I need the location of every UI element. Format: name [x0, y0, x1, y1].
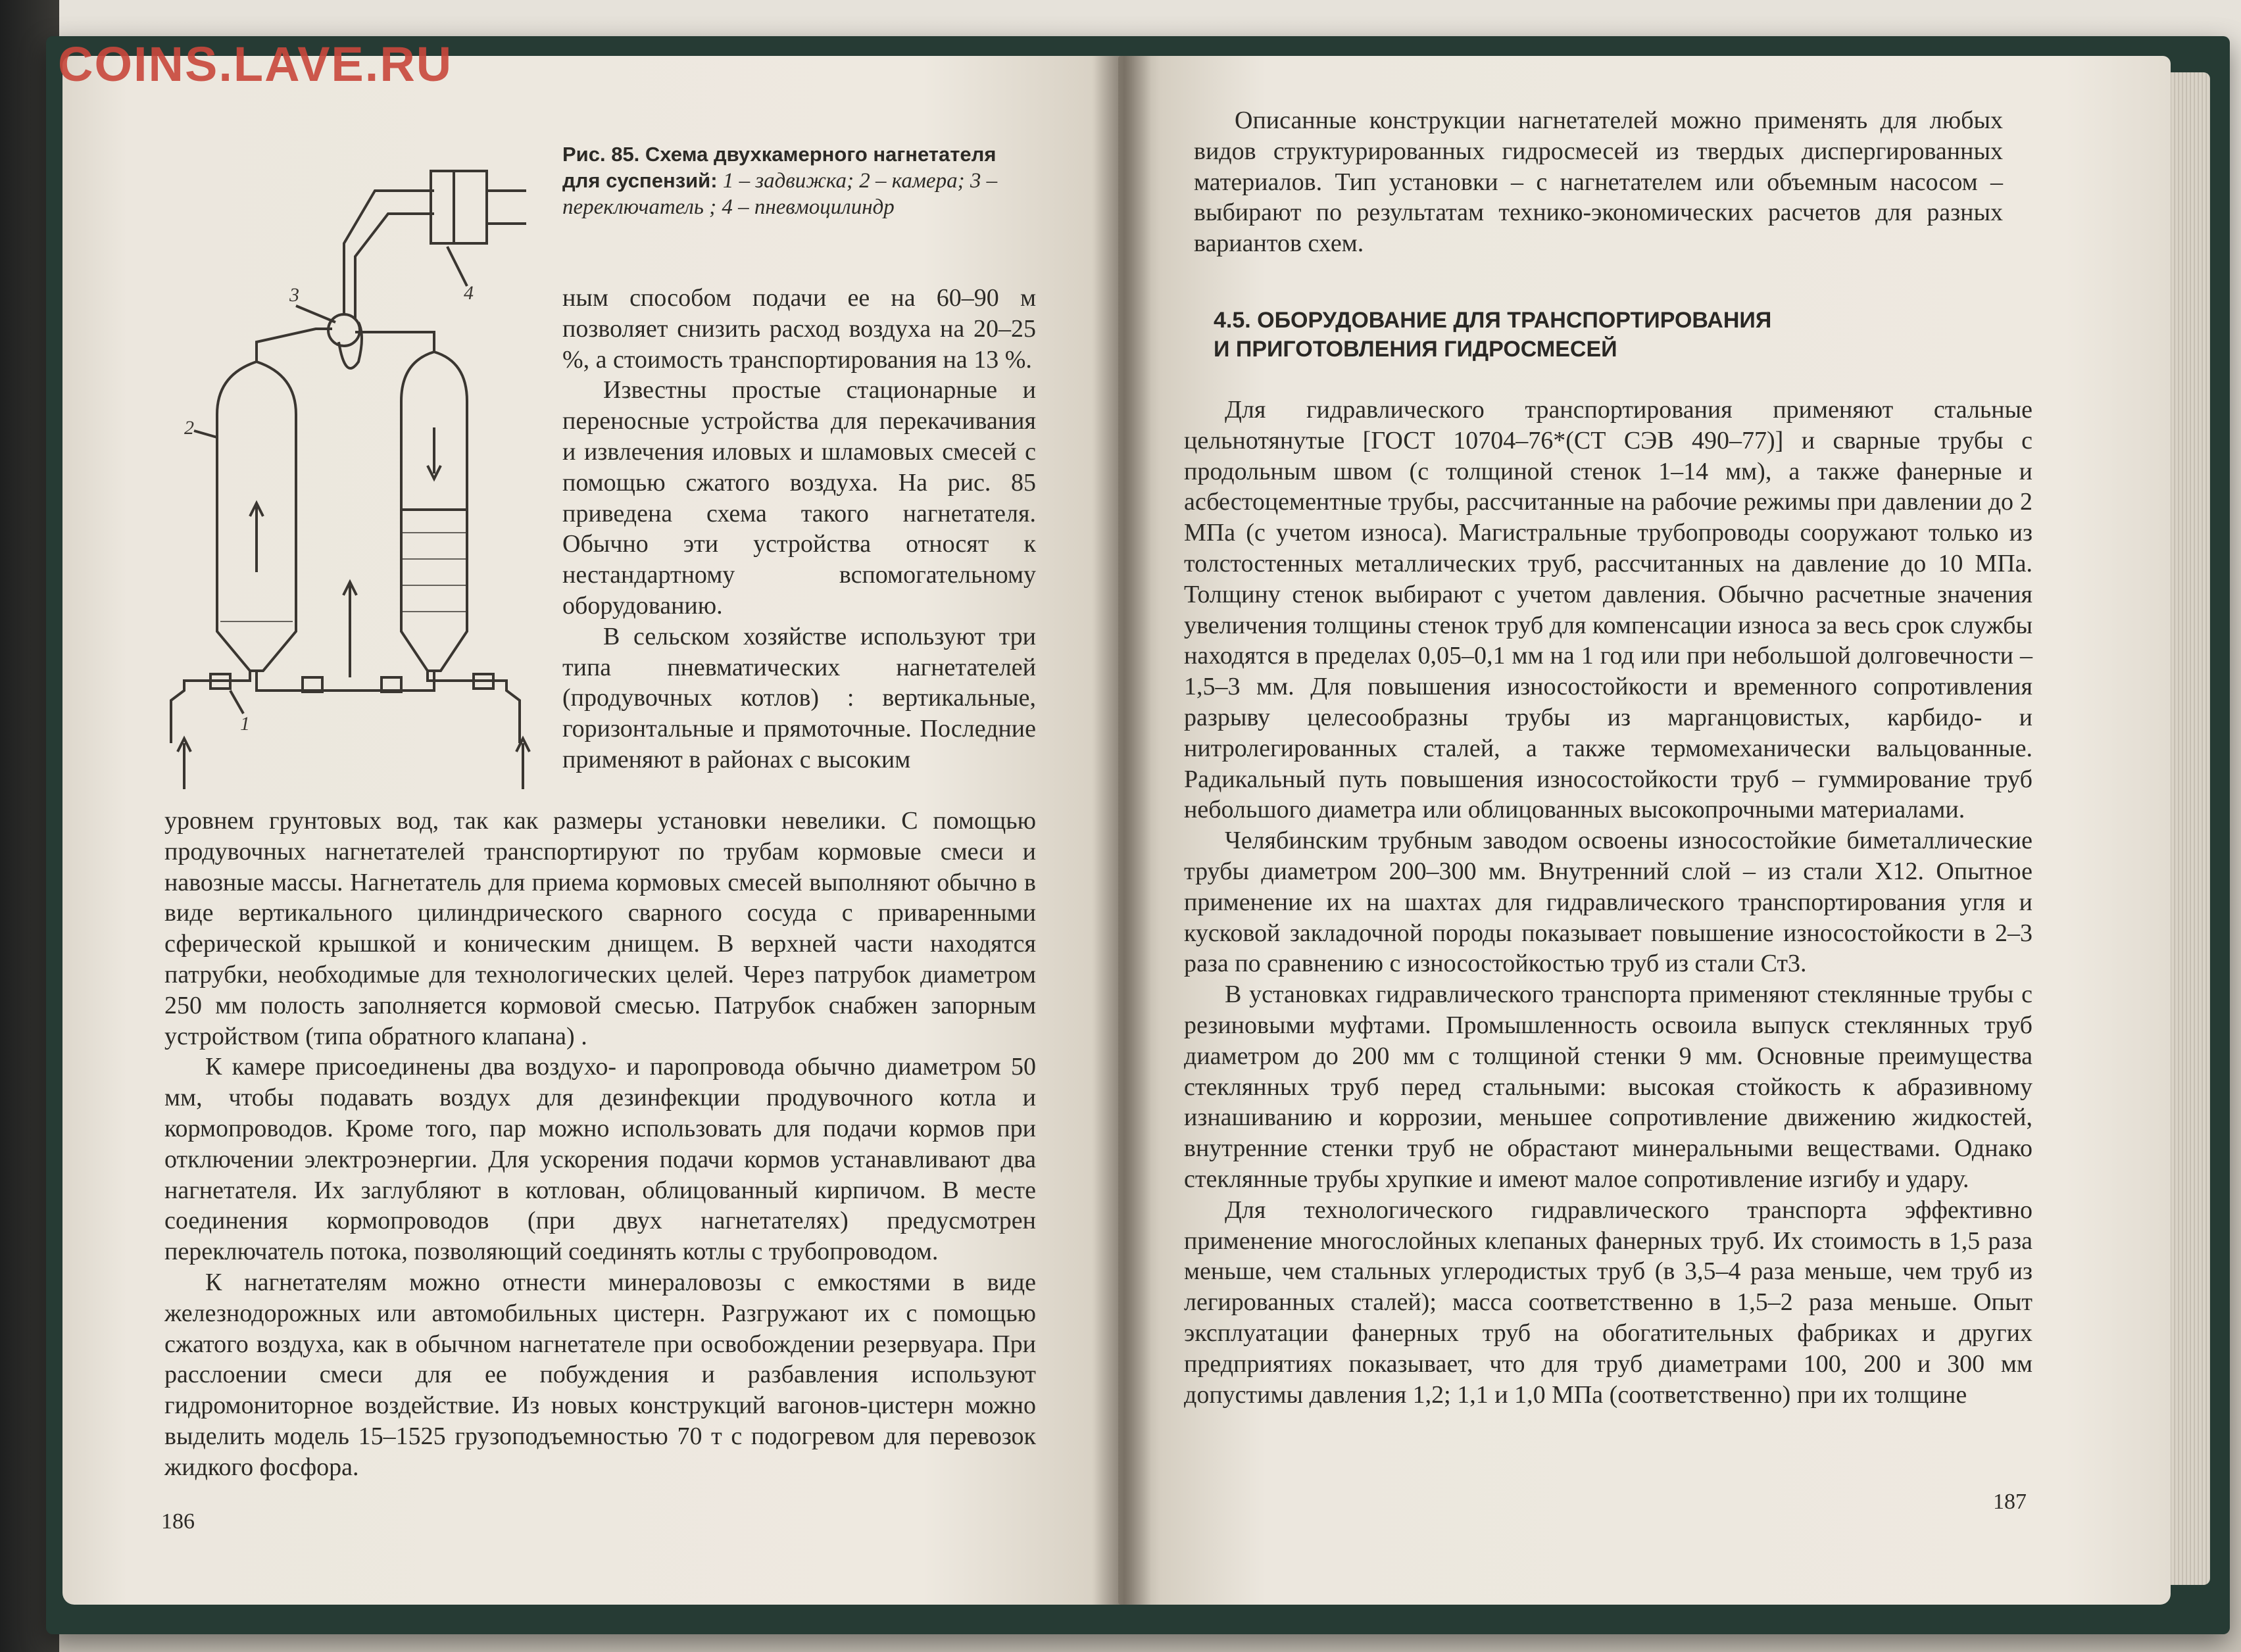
paragraph: уровнем грунтовых вод, так как размеры установки невелики. С помощью продувочных нагнетателей транспортируют по трубам кормовые смеси и навозные массы. Нагнетатель для приема кормовых смесей выполняют обычно в виде вертикального цилиндрического сварного сосуда с приваренными сферической крышкой и коническим днищем. В верхней части находятся патрубки, необходимые для технологических целей. Через патрубок диаметром 250 мм полость заполняется кормовой смесью. Патрубок снабжен запорным устройством (типа обратного клапана) .: [164, 807, 1036, 1050]
section-heading: [1214, 306, 2069, 364]
paragraph: В сельском хозяйстве используют три типа пневматических нагнетателей (продувочных котлов) : вертикальные, горизонтальные и прямоточные. Последние применяют в районах с высоким: [562, 622, 1036, 773]
page-number-left: 186: [161, 1509, 195, 1534]
figure-label-4: 4: [464, 282, 474, 304]
page-number-right: 187: [1993, 1490, 2027, 1514]
figure-caption: [562, 141, 1036, 220]
figure-85-diagram: [158, 164, 553, 789]
paragraph: Известны простые стационарные и переносные устройства для перекачивания и извлечения иловых и шламовых смесей с помощью сжатого воздуха. На рис. 85 приведена схема такого нагнетателя. Обычно эти устройства относят к нестандартному вспомогательному оборудованию.: [562, 376, 1036, 620]
paragraph: К камере присоединены два воздухо- и паропровода обычно диаметром 50 мм, чтобы подавать воздух для дезинфекции продувочного котла и кормопроводов. Кроме того, пар можно использовать для подачи кормов при отключении электроэнергии. Для ускорения подачи кормов устанавливают два нагнетателя. Их заглубляют в котлован, облицованный кирпичом. В месте соединения кормопроводов (при двух нагнетателях) предусмотрен переключатель потока, позволяющий соединять котлы с трубопроводом.: [164, 1053, 1036, 1266]
paragraph: ным способом подачи ее на 60–90 м позволяет снизить расход воздуха на 20–25 %, а стоимость транспортирования на 13 %.: [562, 284, 1036, 374]
left-page-body: [164, 806, 1036, 1483]
section-heading-line2: И ПРИГОТОВЛЕНИЯ ГИДРОСМЕСЕЙ: [1214, 337, 1617, 362]
page-edges: [2164, 72, 2210, 1585]
paragraph: К нагнетателям можно отнести минераловозы с емкостями в виде железнодорожных или автомобильных цистерн. Разгружают их с помощью сжатого воздуха, как в обычном нагнетателе при освобождении резервуара. При расслоении смеси для ее побуждения и разбавления используют гидромониторное воздействие. Из новых конструкций вагонов-цистерн можно выделить модель 15–1525 грузоподъемностью 70 т с подогревом для перевозок жидкого фосфора.: [164, 1268, 1036, 1481]
book-gutter: [1092, 56, 1151, 1605]
right-top-text: [1194, 105, 2003, 259]
paragraph: Описанные конструкции нагнетателей можно применять для любых видов структурированных гидросмесей из твердых диспергированных материалов. Тип установки – с нагнетателем или объемным насосом – выбирают по результатам технико-экономических расчетов для разных вариантов схем.: [1194, 107, 2003, 258]
beside-figure-text: [562, 283, 1036, 775]
figure-label-2: 2: [184, 417, 194, 439]
figure-caption-text: 1 – задвижка; 2 – камера; 3 – переключатель ; 4 – пневмоцилиндр: [562, 169, 998, 219]
figure-caption-title: Рис. 85. Схема двухкамерного нагнетателя для суспензий:: [562, 143, 997, 192]
paragraph: В установках гидравлического транспорта применяют стеклянные трубы с резиновыми муфтами. Промышленность освоила выпуск стеклянных труб диаметром до 200 мм с толщиной стенки 9 мм. Основные преимущества стеклянных труб перед стальными: высокая стойкость к абразивному изнашиванию и коррозии, меньшее сопротивление движению жидкостей, внутренние стенки труб не обрастают минеральными веществами. Однако стеклянные трубы хрупкие и имеют малое сопротивление изгибу и удару.: [1184, 981, 2032, 1193]
watermark: COINS.LAVE.RU: [58, 37, 453, 91]
section-heading-line1: 4.5. ОБОРУДОВАНИЕ ДЛЯ ТРАНСПОРТИРОВАНИЯ: [1214, 308, 1772, 333]
figure-label-1: 1: [240, 713, 250, 735]
paragraph: Для гидравлического транспортирования применяют стальные цельнотянутые [ГОСТ 10704–76*(СТ СЭВ 490–77)] и сварные трубы с продольным швом (с толщиной стенок 1–14 мм), а также фанерные и асбестоцементные трубы, рассчитанные на рабочие режимы при давлении до 2 МПа (с учетом износа). Магистральные трубопроводы сооружают только из толстостенных металлических труб, рассчитанных на давление до 10 МПа. Толщину стенок выбирают с учетом давления. Обычно расчетные значения увеличения толщины стенок труб для компенсации износа за весь срок службы находятся в пределах 0,05–0,1 мм на 1 год или при небольшой долговечности – 1,5–3 мм. Для повышения износостойкости и временного сопротивления разрыву целесообразны трубы из марганцовистых, карбидо- и нитролегированных сталей, а также термомеханически вальцованные. Радикальный путь повышения износостойкости труб – гуммирование труб небольшого диаметра или облицованных высокопрочными материалами.: [1184, 396, 2032, 824]
paragraph: Для технологического гидравлического транспорта эффективно применение многослойных клепаных фанерных труб. Их стоимость в 1,5 раза меньше, чем стальных углеродистых труб (в 3,5–4 раза меньше, чем труб из легированных сталей); масса соответственно в 1,5–2 раза меньше. Опыт эксплуатации фанерных труб на обогатительных фабриках и других предприятиях показывает, что для труб диаметрами 100, 200 и 300 мм допустимы давления 1,2; 1,1 и 1,0 МПа (соответственно) при их толщине: [1184, 1196, 2032, 1409]
right-page-body: [1184, 395, 2032, 1410]
figure-label-3: 3: [289, 284, 299, 306]
paragraph: Челябинским трубным заводом освоены износостойкие биметаллические трубы диаметром 200–300 мм. Внутренний слой – из стали Х12. Опытное применение их на шахтах для гидравлического транспортирования угля и кусковой закладочной породы показывает повышение износостойкости в 2–3 раза по сравнению с износостойкостью труб из стали Ст3.: [1184, 827, 2032, 978]
